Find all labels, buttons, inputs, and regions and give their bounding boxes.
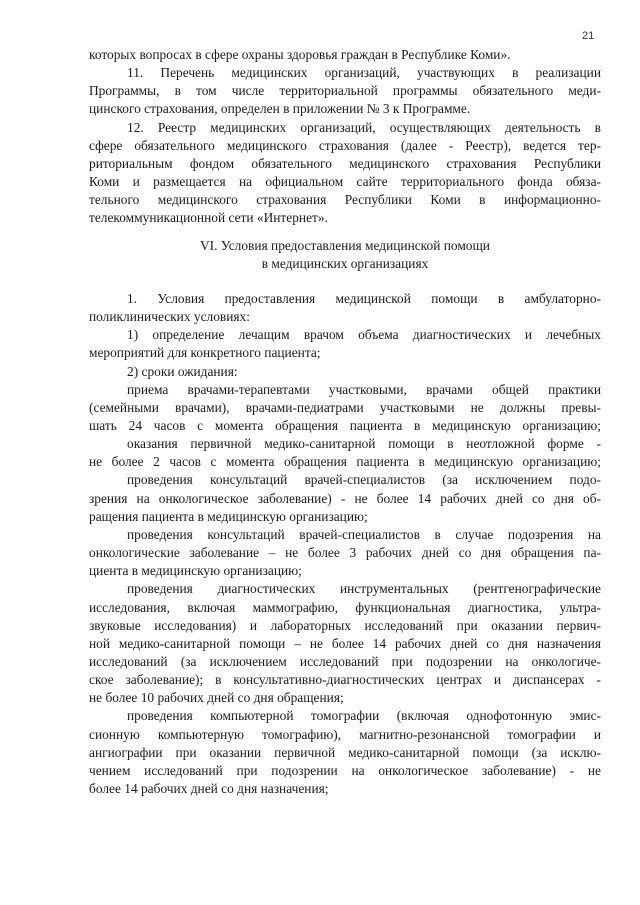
text-line: шать 24 часов с момента обращения пациента в медицинскую организацию; <box>89 417 601 433</box>
text-line: проведения компьютерной томографии (включая однофотонную эмис- <box>127 708 601 724</box>
text-line: цинского страхования, определен в приложении № 3 к Программе. <box>89 101 471 117</box>
section-heading <box>89 237 601 273</box>
text-line: проведения консультаций врачей-специалистов в случае подозрения на <box>127 526 601 542</box>
text-line: ной медико-санитарной помощи – не более 14 рабочих дней со дня назначения <box>89 635 601 651</box>
section-heading-line: VI. Условия предоставления медицинской помощи <box>200 237 490 253</box>
text-line: 1) определение лечащим врачом объема диагностических и лечебных <box>127 327 601 343</box>
text-line: Программы, в том числе территориальной программы обязательного меди- <box>89 83 601 99</box>
text-line: оказания первичной медико-санитарной помощи в неотложной форме - <box>127 436 601 452</box>
text-line: циента в медицинскую организацию; <box>89 563 302 579</box>
text-line: сфере обязательного медицинского страхования (далее - Реестр), ведется тер- <box>89 137 601 153</box>
text-line: Коми и размещается на официальном сайте территориального фонда обяза- <box>89 174 601 190</box>
text-line: приема врачами-терапевтами участковыми, врачами общей практики <box>127 381 601 397</box>
text-line: тельного медицинского страхования Республики Коми в информационно- <box>89 192 601 208</box>
section-heading-line: в медицинских организациях <box>261 255 429 271</box>
text-line: 2) сроки ожидания: <box>127 363 238 379</box>
text-line: более 14 рабочих дней со дня назначения; <box>89 781 329 797</box>
text-line: 12. Реестр медицинских организаций, осуществляющих деятельность в <box>127 119 601 135</box>
text-line: исследований (за исключением исследований при подозрении на онкологиче- <box>89 654 601 669</box>
text-line: проведения консультаций врачей-специалистов (за исключением подо- <box>127 472 601 488</box>
text-line: ангиографии при оказании первичной медико-санитарной помощи (за исклю- <box>89 744 601 760</box>
text-line: сионную компьютерную томографию), магнитно-резонансной томографии и <box>89 726 601 742</box>
document-body <box>89 46 601 798</box>
text-line: чением исследований при подозрении на онкологическое заболевание) - не <box>89 762 601 778</box>
text-line: зрения на онкологическое заболевание) - не более 14 рабочих дней со дня об- <box>89 490 601 506</box>
text-line: мероприятий для конкретного пациента; <box>89 345 321 361</box>
text-line: поликлинических условиях: <box>89 309 250 325</box>
text-line: которых вопросах в сфере охраны здоровья граждан в Республике Коми». <box>89 47 511 62</box>
text-line: (семейными врачами), врачами-педиатрами участковыми не должны превы- <box>89 399 601 415</box>
text-line: не более 2 часов с момента обращения пациента в медицинскую организацию; <box>89 454 601 470</box>
text-line: не более 10 рабочих дней со дня обращения; <box>89 690 344 706</box>
text-line: онкологические заболевание – не более 3 рабочих дней со дня обращения па- <box>89 545 601 561</box>
text-line: ращения пациента в медицинскую организацию; <box>89 508 368 524</box>
text-line: 11. Перечень медицинских организаций, участвующих в реализации <box>127 65 601 81</box>
text-line: 1. Условия предоставления медицинской помощи в амбулаторно- <box>127 290 601 306</box>
text-line: ское заболевание); в консультативно-диагностических центрах и диспансерах - <box>89 672 601 688</box>
text-line: звуковые исследования) и лабораторных исследований при оказании первич- <box>89 617 601 633</box>
text-line: проведения диагностических инструментальных (рентгенографические <box>127 581 601 597</box>
page-number: 21 <box>582 30 595 42</box>
text-line: телекоммуникационной сети «Интернет». <box>89 210 328 226</box>
text-line: исследования, включая маммографию, функциональная диагностика, ультра- <box>89 599 601 615</box>
text-line: риториальным фондом обязательного медицинского страхования Республики <box>89 155 601 171</box>
